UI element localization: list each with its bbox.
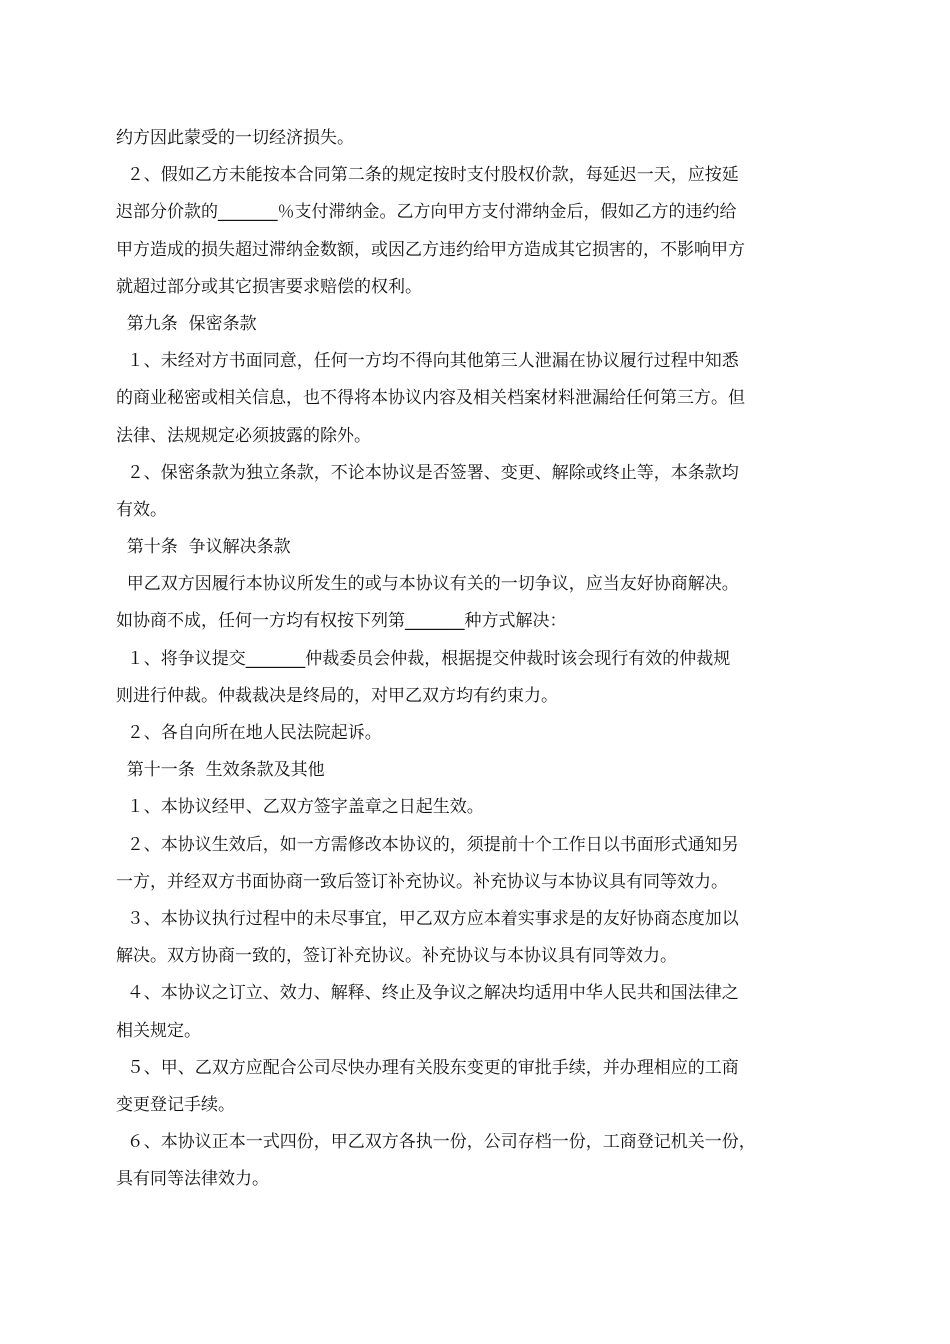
text-line: 就超过部分或其它损害要求赔偿的权利。: [116, 276, 422, 297]
text-line: 甲方造成的损失超过滞纳金数额，或因乙方违约给甲方造成其它损害的，不影响甲方: [116, 239, 745, 260]
text-line: ２、各自向所在地人民法院起诉。: [116, 723, 382, 743]
text-line: 一方，并经双方书面协商一致后签订补充协议。补充协议与本协议具有同等效力。: [116, 871, 728, 892]
text-line: ４、本协议之订立、效力、解释、终止及争议之解决均适用中华人民共和国法律之: [116, 983, 739, 1004]
text-line: 解决。双方协商一致的，签订补充协议。补充协议与本协议具有同等效力。: [116, 946, 677, 967]
text-line: ３、本协议执行过程中的未尽事宜，甲乙双方应本着实事求是的友好协商态度加以: [116, 908, 739, 929]
text-line: 变更登记手续。: [116, 1094, 235, 1115]
text-line: 相关规定。: [116, 1020, 201, 1041]
text-line: ６、本协议正本一式四份，甲乙双方各执一份，公司存档一份，工商登记机关一份，: [116, 1132, 756, 1153]
section-heading: 第十一条 生效条款及其他: [116, 760, 325, 781]
text-line: 具有同等法律效力。: [116, 1169, 269, 1190]
text-line: 则进行仲裁。仲裁裁决是终局的，对甲乙双方均有约束力。: [116, 685, 558, 706]
text-line: １、将争议提交_______仲裁委员会仲裁，根据提交仲裁时该会现行有效的仲裁规: [116, 648, 731, 669]
text-line: 的商业秘密或相关信息，也不得将本协议内容及相关档案材料泄漏给任何第三方。但: [116, 388, 745, 409]
text-line: １、未经对方书面同意，任何一方均不得向其他第三人泄漏在协议履行过程中知悉: [116, 351, 739, 372]
text-line: １、本协议经甲、乙双方签字盖章之日起生效。: [116, 797, 484, 818]
contract-text: [116, 120, 840, 1198]
section-heading: 第十条 争议解决条款: [116, 537, 291, 558]
text-line: 法律、法规规定必须披露的除外。: [116, 425, 371, 446]
text-line: 甲乙双方因履行本协议所发生的或与本协议有关的一切争议，应当友好协商解决。: [116, 574, 739, 595]
text-line: ２、保密条款为独立条款，不论本协议是否签署、变更、解除或终止等，本条款均: [116, 462, 739, 483]
section-heading: 第九条 保密条款: [116, 313, 257, 334]
text-line: 如协商不成，任何一方均有权按下列第_______种方式解决：: [116, 611, 567, 632]
text-line: ５、甲、乙双方应配合公司尽快办理有关股东变更的审批手续，并办理相应的工商: [116, 1057, 739, 1078]
text-line: 有效。: [116, 499, 167, 520]
text-line: ２、本协议生效后，如一方需修改本协议的，须提前十个工作日以书面形式通知另: [116, 834, 739, 855]
text-line: 约方因此蒙受的一切经济损失。: [116, 128, 354, 148]
text-line: ２、假如乙方未能按本合同第二条的规定按时支付股权价款，每延迟一天，应按延: [116, 165, 739, 186]
text-line: 迟部分价款的_______％支付滞纳金。乙方向甲方支付滞纳金后，假如乙方的违约给: [116, 202, 737, 223]
